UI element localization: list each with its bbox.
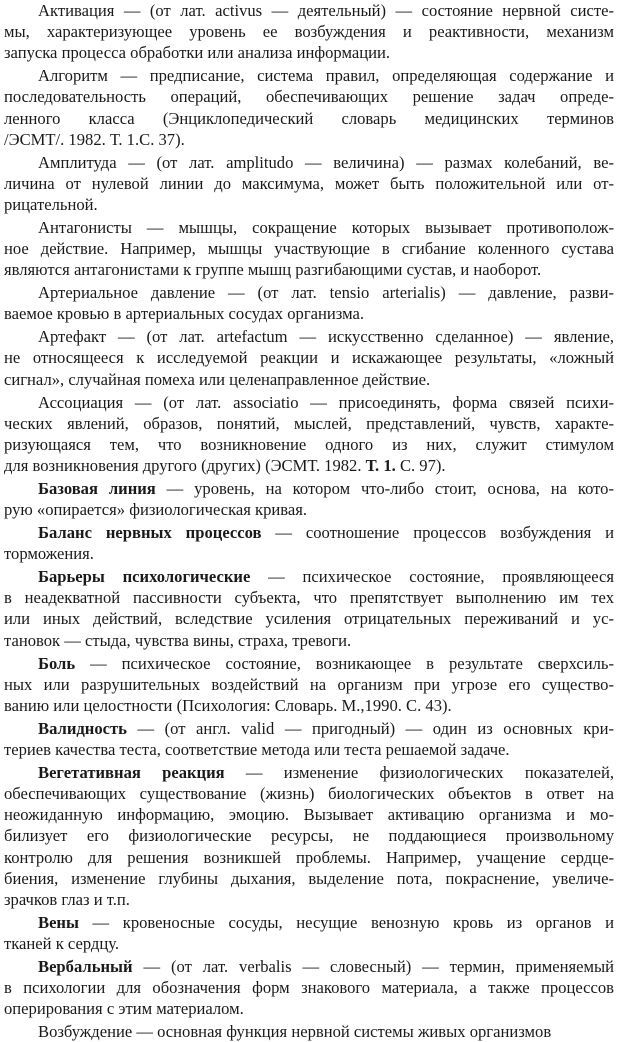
line-text: мы, характеризующее уровень ее возбуждения и реактивности, механизм: [4, 22, 614, 42]
dictionary-entry: [4, 566, 614, 651]
line-text: сигнал», случайная помеха или целенаправленное действие.: [4, 369, 431, 389]
entry-term: Валидность: [38, 718, 127, 738]
text-line: [4, 194, 614, 215]
dictionary-entry: [4, 0, 614, 64]
line-text: ных или разрушительных воздействий на организм при угрозе его существо-: [4, 674, 614, 694]
dictionary-entry: [4, 326, 614, 390]
dictionary-entry: [4, 912, 614, 954]
line-text: запуска процесса обработки или анализа информации.: [4, 43, 390, 63]
text-line: [4, 587, 614, 608]
text-line: [4, 108, 614, 129]
line-text: не относящееся к исследуемой реакции и искажающее результаты, «ложный: [4, 348, 614, 368]
text-line: [4, 42, 614, 63]
line-text: в неадекватной пассивности субъекта, что препятствует выполнению им тех: [4, 588, 614, 608]
line-text: контролю для решения возникшей проблемы. Например, учащение сердце-: [4, 847, 614, 867]
line-text: Ассоциация — (от лат. associatio — присоединять, форма связей психи-: [38, 392, 614, 412]
text-line: [4, 718, 614, 739]
line-text: последовательность операций, обеспечивающих решение задач опреде-: [4, 87, 614, 107]
line-text: — психическое состояние, возникающее в результате сверхсиль-: [75, 653, 614, 673]
text-line: [4, 347, 614, 368]
text-line: [4, 630, 614, 651]
text-line: [4, 152, 614, 173]
text-line: [4, 762, 614, 783]
text-line: [4, 868, 614, 889]
text-line: [4, 21, 614, 42]
line-text: Амплитуда — (от лат. amplitudo — величина) — размах колебаний, ве-: [38, 152, 614, 172]
line-text: оперирования с этим материалом.: [4, 999, 244, 1019]
line-text: в психологии для обозначения форм знакового материала, а также процессов: [4, 978, 614, 998]
line-text: Активация — (от лат. activus — деятельный) — состояние нервной систе-: [38, 1, 614, 20]
text-line: [4, 847, 614, 868]
dictionary-entry: [4, 956, 614, 1020]
line-text: билизует его физиологические ресурсы, не поддающиеся произвольному: [4, 826, 614, 846]
line-text: ческих явлений, образов, понятий, мыслей, представлений, чувств, характе-: [4, 413, 614, 433]
dictionary-entry: [4, 217, 614, 281]
text-line: [4, 0, 614, 21]
text-line: [4, 65, 614, 86]
entry-term: Барьеры психологические: [38, 567, 251, 587]
line-text: — психическое состояние, проявляющееся: [250, 567, 614, 587]
text-line: [4, 695, 614, 716]
text-line: [4, 912, 614, 933]
text-line: [4, 933, 614, 954]
dictionary-entry: [4, 718, 614, 760]
text-line: [4, 259, 614, 280]
line-text: Возбуждение — основная функция нервной системы живых организмов: [38, 1022, 552, 1042]
text-line: [4, 1021, 614, 1042]
entry-term: Базовая линия: [38, 478, 156, 498]
text-line: [4, 86, 614, 107]
text-line: [4, 499, 614, 520]
line-text: — уровень, на котором что-либо стоит, основа, на кото-: [155, 478, 614, 498]
dictionary-entry: [4, 1021, 614, 1042]
text-line: [4, 804, 614, 825]
dictionary-entry: [4, 478, 614, 520]
text-line: [4, 282, 614, 303]
line-text: тканей к сердцу.: [4, 934, 120, 953]
text-line: [4, 455, 614, 476]
line-text: териев качества теста, соответствие метода или теста решаемой задаче.: [4, 739, 510, 759]
text-line: [4, 977, 614, 998]
text-line: [4, 543, 614, 564]
line-text: или иных действий, вследствие усиления отрицательных переживаний и ус-: [4, 609, 614, 629]
line-text: Артефакт — (от лат. artefactum — искусственно сделанное) — явление,: [38, 327, 614, 347]
line-text: ризующаяся тем, что возникновение одного из них, служит стимулом: [4, 434, 614, 454]
line-text: торможения.: [4, 544, 94, 564]
line-text: обеспечивающих существование (жизнь) биологических объектов в ответ на: [4, 784, 614, 803]
line-text: — (от англ. valid — пригодный) — один из основных кри-: [126, 718, 614, 738]
text-line: [4, 326, 614, 347]
dictionary-entry: [4, 152, 614, 216]
line-text: — (от лат. verbalis — словесный) — термин, применяемый: [132, 956, 614, 976]
line-text: для возникновения другого (других) (ЭСМТ. 1982.: [4, 456, 366, 476]
line-text: рую «опирается» физиологическая кривая.: [4, 500, 308, 520]
line-text: являются антагонистами к группе мышц разгибающими сустав, и наоборот.: [4, 260, 542, 280]
text-line: [4, 998, 614, 1019]
dictionary-entry: [4, 762, 614, 910]
text-line: [4, 653, 614, 674]
text-line: [4, 129, 614, 150]
dictionary-entry: [4, 653, 614, 717]
text-line: [4, 674, 614, 695]
dictionary-entry: [4, 392, 614, 477]
text-line: [4, 608, 614, 629]
text-line: [4, 303, 614, 324]
dictionary-entry: [4, 65, 614, 150]
line-text: /ЭСМТ/. 1982. Т. 1.С. 37).: [4, 129, 185, 149]
text-line: [4, 478, 614, 499]
entry-term: Вены: [38, 912, 79, 932]
line-text: биения, изменение глубины дыхания, выделение пота, покраснение, увеличе-: [4, 868, 614, 888]
line-text: ванию или целостности (Психология: Словарь. М.,1990. С. 43).: [4, 695, 452, 715]
text-line: [4, 825, 614, 846]
line-text: — соотношение процессов возбуждения и: [261, 523, 614, 542]
text-line: [4, 956, 614, 977]
line-text: личина от нулевой линии до максимума, может быть положительной или от-: [4, 173, 614, 193]
line-text: Артериальное давление — (от лат. tensio arterialis) — давление, разви-: [38, 283, 614, 303]
line-text: неожиданную информацию, эмоцию. Вызывает активацию организма и мо-: [4, 805, 614, 825]
text-line: [4, 173, 614, 194]
dictionary-entry: [4, 282, 614, 324]
entry-term: Вербальный: [38, 956, 133, 976]
line-text: — кровеносные сосуды, несущие венозную кровь из органов и: [78, 912, 614, 932]
entry-term: Боль: [38, 653, 76, 673]
text-line: [4, 522, 614, 543]
line-text: ленного класса (Энциклопедический словарь медицинских терминов: [4, 108, 614, 128]
text-line: [4, 238, 614, 259]
volume-ref: Т. 1.: [365, 456, 396, 476]
text-line: [4, 566, 614, 587]
line-text: ваемое кровью в артериальных сосудах организма.: [4, 304, 364, 324]
line-text: ное действие. Например, мышцы участвующие в сгибание коленного сустава: [4, 239, 614, 259]
line-text: Алгоритм — предписание, система правил, определяющая содержание и: [38, 66, 614, 86]
line-text: — изменение физиологических показателей,: [224, 762, 614, 782]
text-line: [4, 217, 614, 238]
line-text: тановок — стыда, чувства вины, страха, тревоги.: [4, 630, 352, 650]
line-text: Антагонисты — мышцы, сокращение которых вызывает противополож-: [38, 217, 614, 237]
line-text: зрачков глаз и т.п.: [4, 889, 130, 909]
entry-term: Баланс нервных процессов: [38, 523, 262, 542]
text-line: [4, 392, 614, 413]
text-line: [4, 739, 614, 760]
dictionary-entry: [4, 522, 614, 564]
text-line: [4, 369, 614, 390]
entry-term: Вегетативная реакция: [38, 762, 225, 782]
text-line: [4, 434, 614, 455]
line-text: рицательной.: [4, 195, 98, 215]
text-line: [4, 413, 614, 434]
text-line: [4, 783, 614, 804]
text-line: [4, 889, 614, 910]
line-text: С. 97).: [395, 456, 446, 476]
